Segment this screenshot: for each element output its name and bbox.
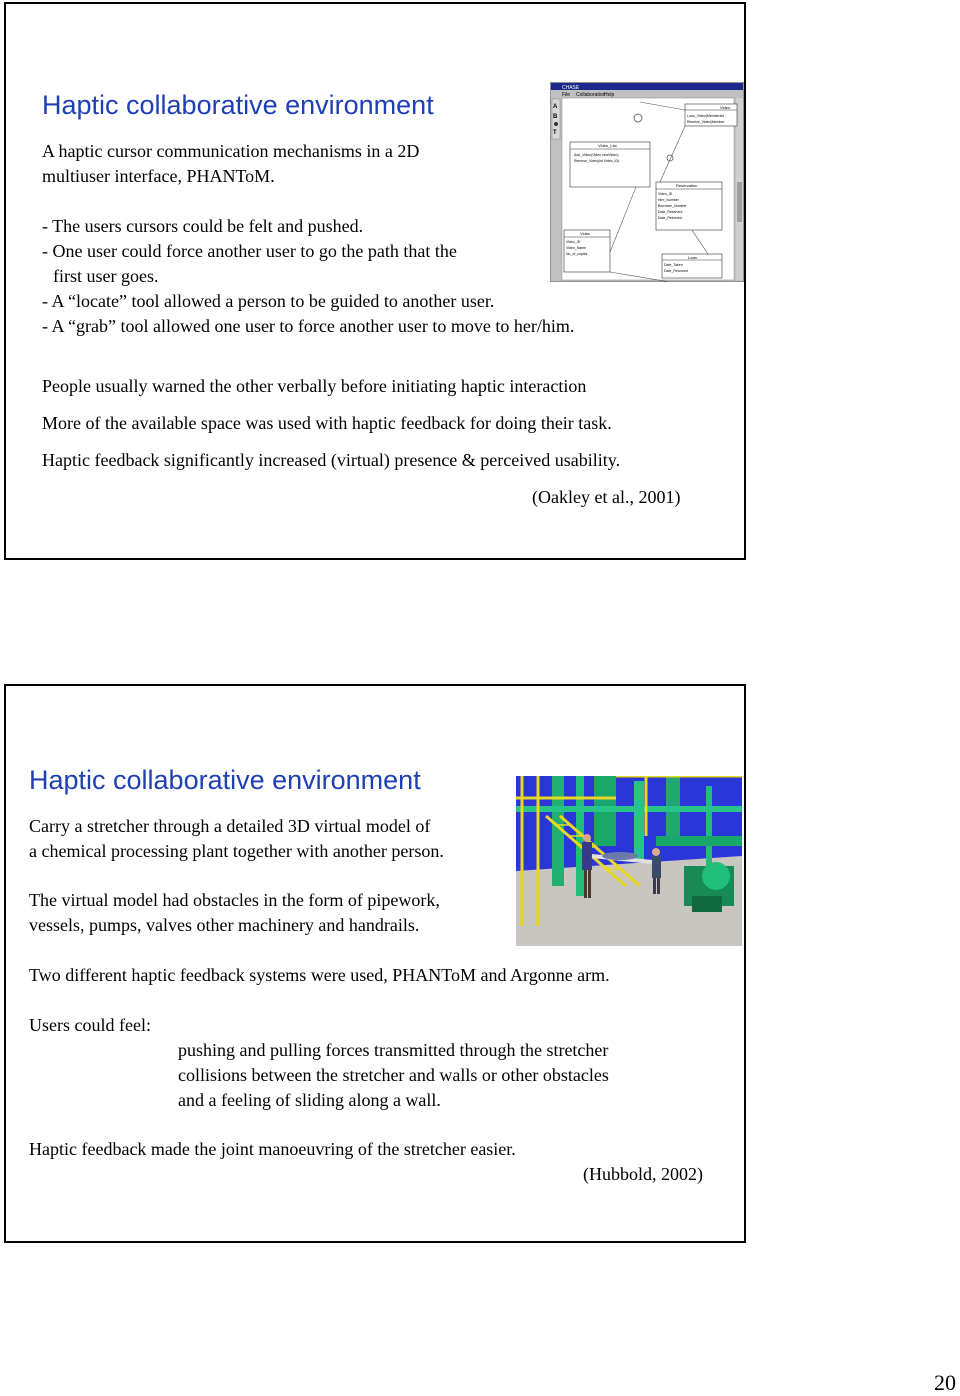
svg-text:Video_ID: Video_ID	[658, 192, 673, 196]
tool-icon: B	[553, 114, 558, 120]
tool-icon: A	[553, 104, 558, 110]
text-line: and a feeling of sliding along a wall.	[178, 1090, 441, 1110]
text-line: - A “grab” tool allowed one user to force another user to move to her/him.	[42, 316, 575, 336]
citation: (Hubbold, 2002)	[583, 1164, 703, 1184]
svg-text:Loan_Video(Membershi: Loan_Video(Membershi	[687, 114, 725, 118]
text-line: Haptic feedback significantly increased (virtual) presence & perceived usability.	[42, 450, 621, 470]
svg-text:Date_Reserved: Date_Reserved	[658, 210, 683, 214]
slide-title: Haptic collaborative environment	[42, 90, 434, 120]
text-line: - The users cursors could be felt and pushed.	[42, 216, 364, 236]
text-line: collisions between the stretcher and walls or other obstacles	[178, 1065, 609, 1085]
tool-icon	[554, 122, 558, 126]
svg-text:Video_List: Video_List	[598, 143, 617, 148]
svg-text:Remove_Video(int Video_ID): Remove_Video(int Video_ID)	[574, 159, 620, 163]
svg-text:Date_Returned: Date_Returned	[664, 269, 688, 273]
svg-text:Date_Taken: Date_Taken	[664, 263, 683, 267]
text-line: People usually warned the other verbally before initiating haptic interaction	[42, 376, 587, 396]
tool-icon: T	[553, 130, 557, 136]
svg-text:Video: Video	[720, 105, 731, 110]
page-number: 20	[934, 1370, 956, 1395]
menu-item: Collaboration	[576, 92, 606, 98]
text-line: The virtual model had obstacles in the form of pipework,	[29, 890, 440, 910]
text-line: Two different haptic feedback systems were used, PHANToM and Argonne arm.	[29, 965, 610, 985]
text-line: first user goes.	[53, 266, 159, 286]
menu-item: File	[562, 92, 571, 98]
svg-text:Loan: Loan	[688, 255, 697, 260]
svg-text:Receive_Video(Member: Receive_Video(Member	[687, 120, 725, 124]
text-line: A haptic cursor communication mechanisms in a 2D	[42, 141, 420, 161]
slide-title: Haptic collaborative environment	[29, 765, 421, 795]
svg-text:Add_Video(Video newVideo): Add_Video(Video newVideo)	[574, 153, 619, 157]
text-line: Haptic feedback made the joint manoeuvring of the stretcher easier.	[29, 1139, 516, 1159]
text-line: More of the available space was used with haptic feedback for doing their task.	[42, 413, 612, 433]
svg-text:Video: Video	[580, 231, 591, 236]
text-line: Carry a stretcher through a detailed 3D virtual model of	[29, 816, 431, 836]
slide-1	[4, 2, 746, 560]
text-line: Users could feel:	[29, 1015, 151, 1035]
menu-item: Help	[604, 92, 615, 98]
plant-3d-scene	[516, 776, 742, 946]
citation: (Oakley et al., 2001)	[532, 487, 681, 507]
text-line: a chemical processing plant together with another person.	[29, 841, 444, 861]
svg-text:Reservation: Reservation	[676, 183, 698, 188]
chase-ui-screenshot	[550, 82, 744, 282]
svg-text:No_of_copies: No_of_copies	[566, 252, 588, 256]
svg-text:Hire_Number: Hire_Number	[658, 198, 679, 202]
svg-text:Date_Returned: Date_Returned	[658, 216, 682, 220]
text-line: - A “locate” tool allowed a person to be guided to another user.	[42, 291, 495, 311]
text-line: vessels, pumps, valves other machinery and handrails.	[29, 915, 420, 935]
svg-text:Borrower_Number: Borrower_Number	[658, 204, 687, 208]
window-title: CHASE	[562, 85, 580, 91]
text-line: pushing and pulling forces transmitted through the stretcher	[178, 1040, 609, 1060]
text-line: multiuser interface, PHANToM.	[42, 166, 275, 186]
svg-text:Video_Name: Video_Name	[566, 246, 587, 250]
text-line: - One user could force another user to go the path that the	[42, 241, 457, 261]
svg-text:Video_ID: Video_ID	[566, 240, 581, 244]
slide-2	[4, 684, 746, 1243]
